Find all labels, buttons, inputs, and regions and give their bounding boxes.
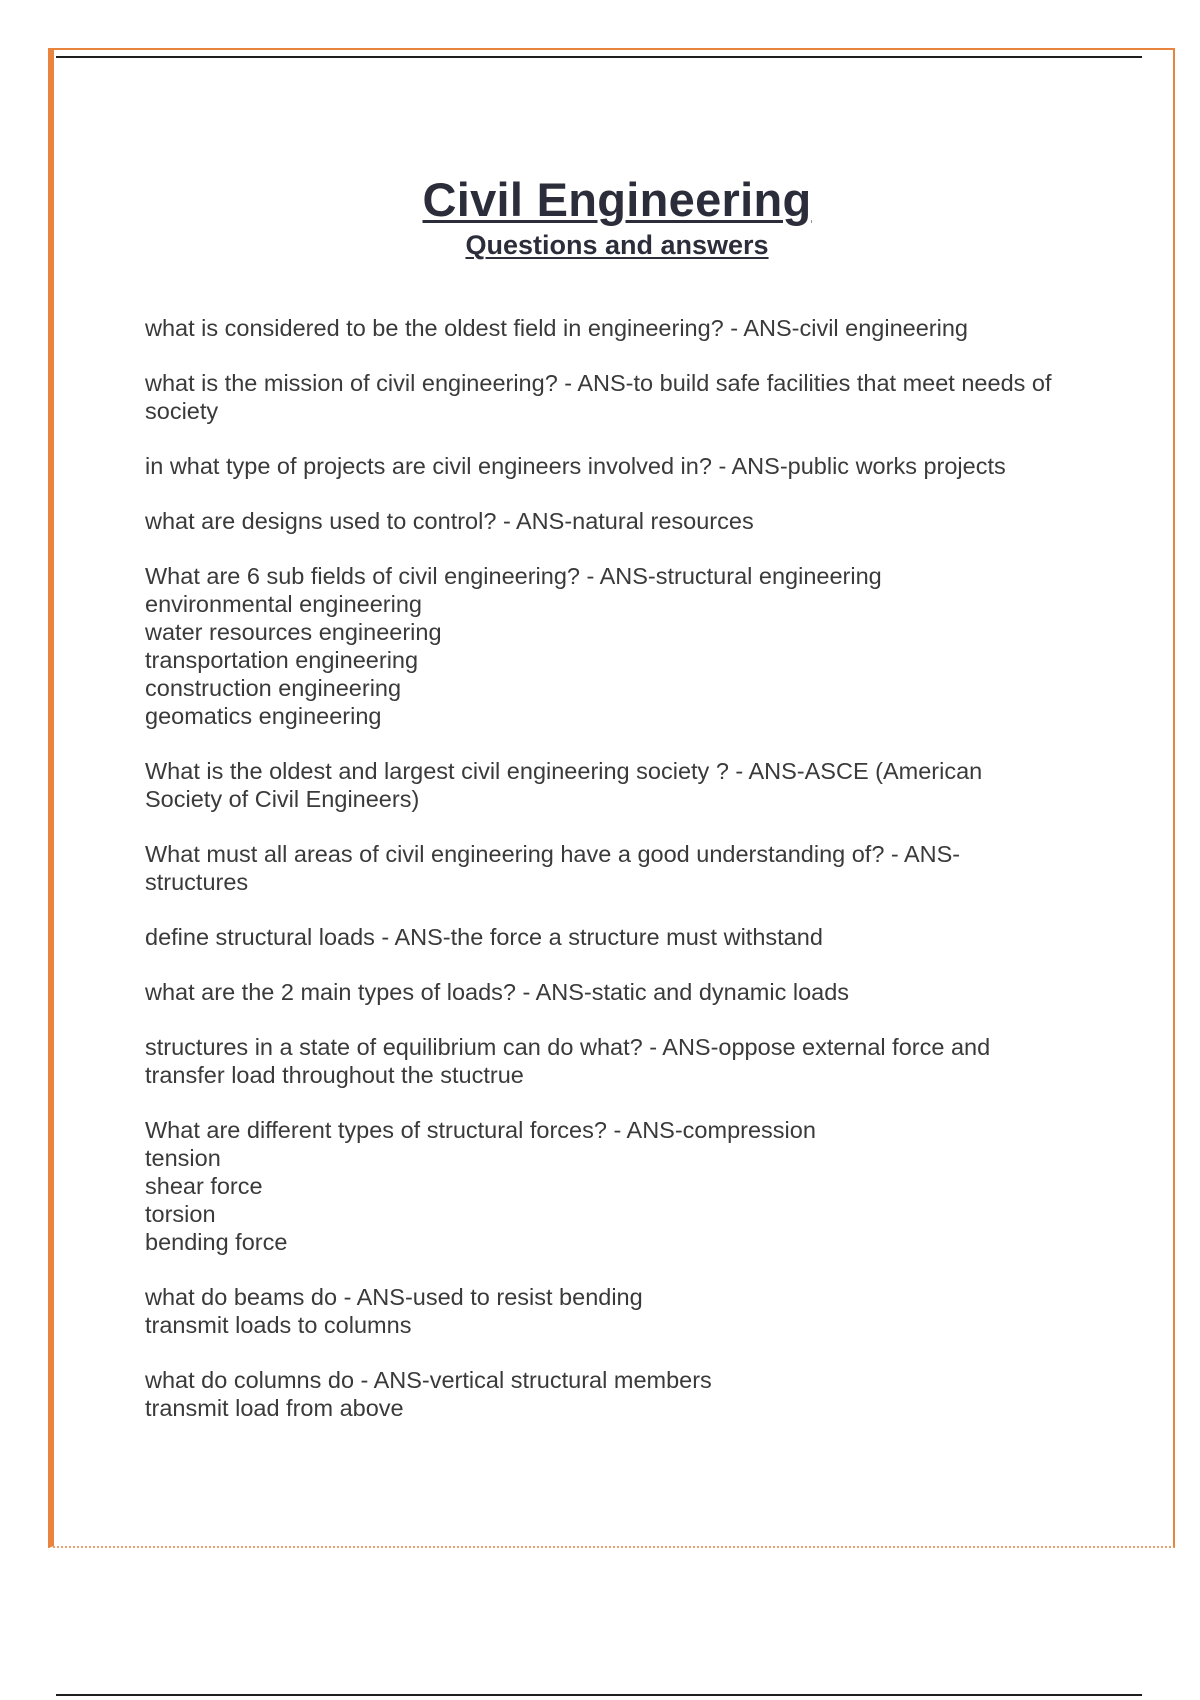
page-title: Civil Engineering — [422, 173, 812, 226]
qa-line: torsion — [145, 1201, 216, 1227]
qa-item — [145, 757, 1095, 813]
qa-list — [145, 314, 1095, 1449]
qa-line: environmental engineering — [145, 591, 422, 617]
qa-line: shear force — [145, 1173, 263, 1199]
qa-line: what do columns do - ANS-vertical structural members — [145, 1367, 712, 1393]
qa-line: transfer load throughout the stuctrue — [145, 1062, 524, 1088]
qa-item — [145, 1366, 1095, 1422]
qa-line: what do beams do - ANS-used to resist bending — [145, 1284, 643, 1310]
qa-item — [145, 923, 1095, 951]
qa-line: society — [145, 398, 219, 424]
qa-line: What is the oldest and largest civil engineering society ? - ANS-ASCE (American — [145, 758, 983, 784]
qa-line: What must all areas of civil engineering have a good understanding of? - ANS- — [145, 841, 961, 867]
qa-item — [145, 562, 1095, 730]
qa-line: what are designs used to control? - ANS-natural resources — [145, 508, 754, 534]
qa-line: structures — [145, 869, 249, 895]
qa-line: What are 6 sub fields of civil engineering? - ANS-structural engineering — [145, 563, 882, 589]
qa-line: geomatics engineering — [145, 703, 382, 729]
top-rule — [56, 56, 1142, 58]
qa-item — [145, 1283, 1095, 1339]
qa-line: Society of Civil Engineers) — [145, 786, 420, 812]
qa-item — [145, 1033, 1095, 1089]
qa-line: what is the mission of civil engineering? - ANS-to build safe facilities that meet needs of — [145, 370, 1052, 396]
qa-line: transmit loads to columns — [145, 1312, 412, 1338]
qa-line: transportation engineering — [145, 647, 419, 673]
qa-line: what are the 2 main types of loads? - ANS-static and dynamic loads — [145, 979, 850, 1005]
page-subtitle: Questions and answers — [465, 230, 769, 260]
qa-item — [145, 840, 1095, 896]
qa-item — [145, 978, 1095, 1006]
bottom-rule — [56, 1694, 1142, 1696]
qa-line: bending force — [145, 1229, 288, 1255]
qa-item — [145, 1116, 1095, 1256]
qa-line: What are different types of structural forces? - ANS-compression — [145, 1117, 816, 1143]
qa-item — [145, 369, 1095, 425]
qa-line: what is considered to be the oldest field in engineering? - ANS-civil engineering — [145, 315, 968, 341]
qa-line: in what type of projects are civil engineers involved in? - ANS-public works projects — [145, 453, 1006, 479]
qa-line: transmit load from above — [145, 1395, 404, 1421]
qa-line: construction engineering — [145, 675, 402, 701]
qa-line: structures in a state of equilibrium can do what? - ANS-oppose external force and — [145, 1034, 991, 1060]
qa-item — [145, 452, 1095, 480]
qa-item — [145, 507, 1095, 535]
qa-item — [145, 314, 1095, 342]
qa-line: define structural loads - ANS-the force a structure must withstand — [145, 924, 823, 950]
qa-line: tension — [145, 1145, 221, 1171]
qa-line: water resources engineering — [145, 619, 442, 645]
